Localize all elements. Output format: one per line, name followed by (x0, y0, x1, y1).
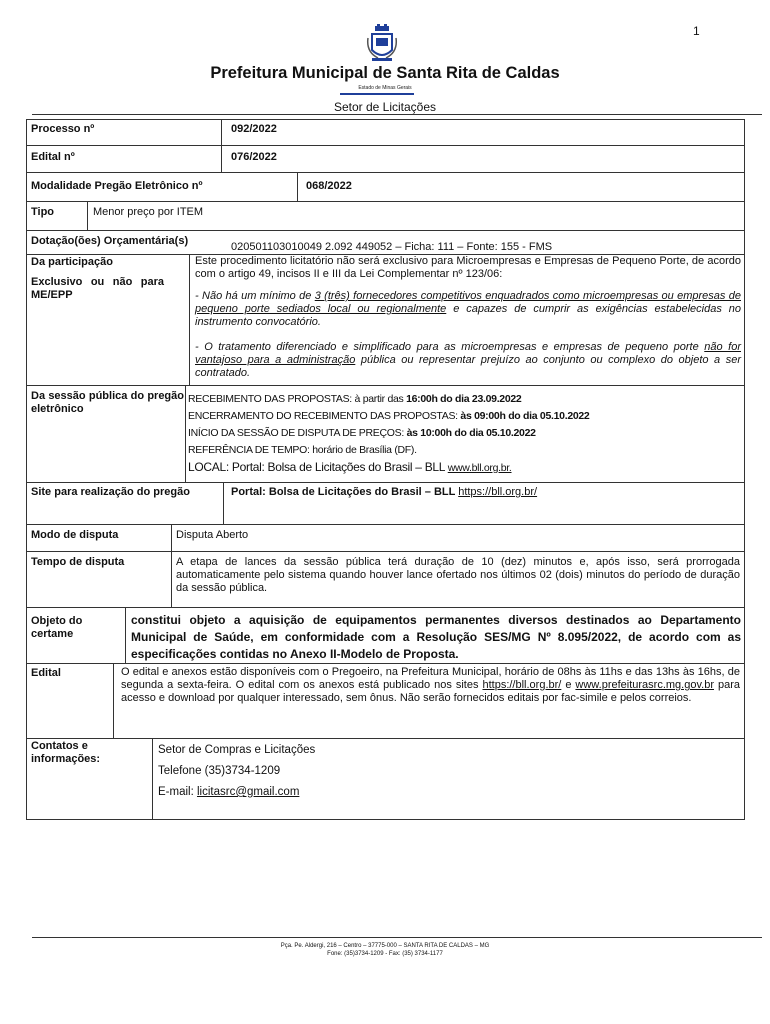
edital-no-value: 076/2022 (231, 151, 277, 163)
modo-label: Modo de disputa (31, 529, 119, 541)
tipo-value: Menor preço por ITEM (93, 206, 204, 218)
contatos-label: Contatos e informações: (31, 740, 101, 765)
tipo-label: Tipo (31, 206, 55, 218)
processo-label: Processo nº (31, 123, 95, 135)
local-line: LOCAL: Portal: Bolsa de Licitações do Brasil – BLL www.bll.org.br. (188, 460, 512, 474)
tempo-label: Tempo de disputa (31, 556, 125, 568)
dotacao-value: 02050110301004​9 2.092 449052 – Ficha: 111 – Fonte: 155 - FMS (231, 241, 553, 253)
email-line: E-mail: licitasrc@gmail.com (158, 786, 300, 798)
exclusivo-label: Exclusivo ou não para ME/EPP (31, 276, 164, 301)
sessao-label: Da sessão pública do pregão eletrônico (31, 390, 184, 415)
participacao-paragraph-2: - Não há um mínimo de 3 (três) fornecedores competitivos enquadrados como microempresas ou empresas de pequeno porte sediados local ou regionalmente e capazes de cumprir as exigências estabelecidas no instrumento convocatório. (195, 290, 742, 328)
referencia-line: REFERÊNCIA DE TEMPO: horário de Brasília (DF). (188, 444, 417, 456)
header-rule (32, 114, 762, 115)
coat-of-arms-logo (366, 24, 398, 64)
modalidade-label: Modalidade Pregão Eletrônico nº (31, 180, 203, 192)
participacao-paragraph-1: Este procedimento licitatório não será exclusivo para Microempresas e Empresas de Pequeno Porte, de acordo com o artigo 49, incisos II e III da Lei Complementar nº 123/06: (195, 255, 741, 280)
page-number: 1 (693, 24, 700, 38)
bll-https-link[interactable]: https://bll.org.br/ (458, 486, 538, 498)
participacao-label-cell (26, 254, 190, 386)
footer-address: Pça. Pe. Aldergi, 216 – Centro – 37775-000 – SANTA RITA DE CALDAS – MG (280, 943, 490, 949)
blue-divider (340, 93, 414, 95)
modo-value-cell (171, 524, 745, 552)
footer-phone: Fone: (35)3734-1209 - Fax: (35) 3734-1177 (327, 951, 443, 957)
bll-edital-link[interactable]: https://bll.org.br/ (482, 679, 562, 691)
dotacao-label: Dotação(ões) Orçamentária(s) (31, 235, 189, 247)
objeto-value: constitui objeto a aquisição de equipamentos permanentes diversos destinados ao Departamento Municipal de Saúde, em conformidade com a Resolução SES/MG Nº 8.095/2022, de acordo com as especificações contidas no Anexo II-Modelo de Proposta. (131, 613, 741, 661)
footer-rule (32, 937, 762, 938)
site-value: Portal: Bolsa de Licitações do Brasil – BLL https://bll.org.br/ (231, 486, 538, 498)
modo-value: Disputa Aberto (176, 529, 249, 541)
department-name: Setor de Licitações (333, 100, 437, 114)
edital-value: O edital e anexos estão disponíveis com o Pregoeiro, na Prefeitura Municipal, horário de 08hs às 11hs e das 13hs às 16hs, de segunda a sexta-feira. O edital com os anexos está publicado nos sites https://bll.org.br/ e www.prefeiturasrc.mg.gov.br para acesso e download por qualquer interessado, sem ônus. Não serão fornecidos editais por fac-simile e pelos correios. (121, 666, 740, 704)
participacao-label: Da participação (31, 256, 113, 268)
edital-no-label: Edital nº (31, 151, 75, 163)
contatos-values (158, 740, 315, 803)
site-label: Site para realização do pregão (31, 486, 190, 498)
recebimento-line: RECEBIMENTO DAS PROPOSTAS: à partir das 16:00h do dia 23.09.2022 (188, 393, 522, 405)
inicio-line: INÍCIO DA SESSÃO DE DISPUTA DE PREÇOS: às 10:00h do dia 05.10.2022 (188, 427, 536, 439)
processo-value: 092/2022 (231, 123, 277, 135)
processo-value-cell (221, 119, 745, 146)
objeto-label: Objeto do certame (31, 615, 83, 640)
participacao-paragraph-3: - O tratamento diferenciado e simplificado para as microempresas e empresas de pequeno porte não for vantajoso para a administração pública ou representar prejuízo ao conjunto ou complexo do objeto a ser contratado. (195, 341, 741, 379)
setor-compras: Setor de Compras e Licitações (158, 744, 316, 756)
municipality-title: Prefeitura Municipal de Santa Rita de Caldas (210, 64, 560, 82)
modalidade-value-cell (297, 172, 745, 202)
email-link[interactable]: licitasrc@gmail.com (196, 786, 300, 798)
tempo-value: A etapa de lances da sessão pública terá duração de 10 (dez) minutos e, após isso, será prorrogada automaticamente pelo sistema quando houver lance ofertado nos últimos 02 (dois) minutos do período de duração da sessão pública. (176, 556, 740, 594)
bll-www-link[interactable]: www.bll.org.br. (447, 462, 512, 474)
edital-label: Edital (31, 667, 61, 679)
modalidade-value: 068/2022 (306, 180, 352, 192)
encerramento-line: ENCERRAMENTO DO RECEBIMENTO DAS PROPOSTAS: às 09:00h do dia 05.10.2022 (188, 410, 590, 422)
telefone: Telefone (35)3734-1209 (158, 765, 281, 777)
prefeitura-link[interactable]: www.prefeiturasrc.mg.gov.br (575, 679, 714, 691)
sessao-schedule (188, 391, 589, 477)
edital-no-value-cell (221, 145, 745, 173)
state-subtitle: Estado de Minas Gerais (358, 85, 412, 91)
